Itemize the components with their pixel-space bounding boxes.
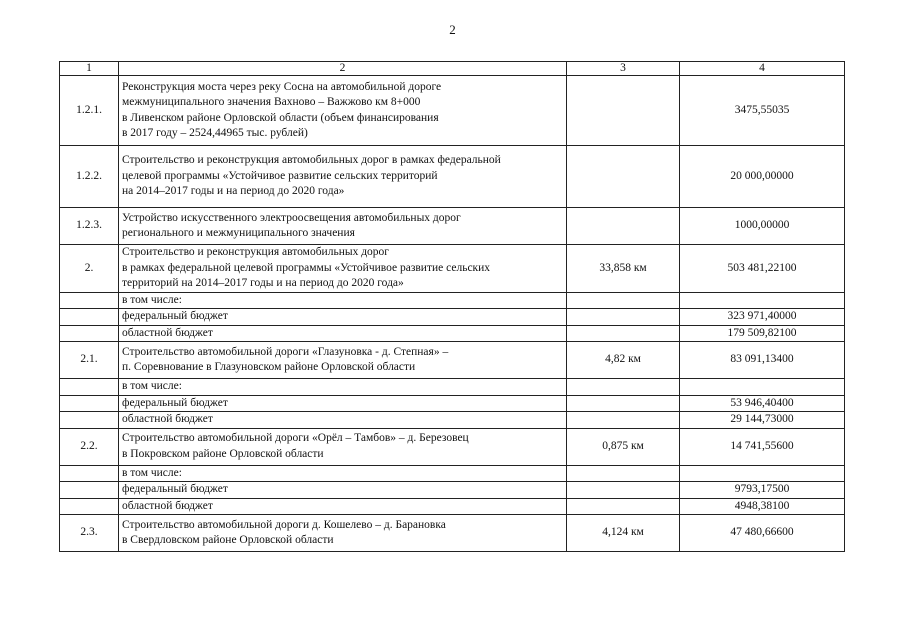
- road-length: [567, 498, 680, 515]
- table-row: [60, 412, 845, 429]
- table-row: [60, 498, 845, 515]
- funding-amount: [680, 379, 845, 396]
- table-row: [60, 325, 845, 342]
- item-number: 2.2.: [60, 428, 119, 465]
- road-length: [567, 208, 680, 245]
- item-description: [119, 379, 567, 396]
- item-description: [119, 515, 567, 552]
- funding-amount: 14 741,55600: [680, 428, 845, 465]
- item-description: [119, 465, 567, 482]
- description-line: в Ливенском районе Орловской области (объем финансирования: [122, 111, 439, 124]
- item-description: [119, 395, 567, 412]
- funding-amount: 3475,55035: [680, 76, 845, 146]
- description-line: федеральный бюджет: [122, 483, 228, 495]
- item-number: [60, 379, 119, 396]
- description-line: Реконструкция моста через реку Сосна на автомобильной дороге: [122, 80, 442, 93]
- description-line: федеральный бюджет: [122, 310, 228, 322]
- funding-amount: [680, 465, 845, 482]
- table-row: [60, 309, 845, 326]
- road-length: 4,82 км: [567, 342, 680, 379]
- description-line: областной бюджет: [122, 499, 213, 512]
- description-line: Строительство и реконструкция автомобильных дорог в рамках федеральной: [122, 154, 501, 167]
- item-description: [119, 245, 567, 293]
- funding-amount: 47 480,66600: [680, 515, 845, 552]
- item-number: 1.2.2.: [60, 146, 119, 208]
- description-line: п. Соревнование в Глазуновском районе Орловской области: [122, 361, 416, 373]
- road-length: [567, 482, 680, 499]
- item-number: [60, 498, 119, 515]
- road-length: [567, 146, 680, 208]
- road-length: [567, 395, 680, 412]
- table-row: [60, 515, 845, 552]
- table-row: [60, 292, 845, 309]
- column-header-4: 4: [680, 62, 845, 76]
- description-line: Устройство искусственного электроосвещения автомобильных дорог: [122, 211, 461, 224]
- description-line: в 2017 году – 2524,44965 тыс. рублей): [122, 127, 308, 139]
- table-row: [60, 465, 845, 482]
- road-length: [567, 76, 680, 146]
- road-length: 33,858 км: [567, 245, 680, 293]
- column-header-1: 1: [60, 62, 119, 76]
- item-number: [60, 395, 119, 412]
- road-length: 0,875 км: [567, 428, 680, 465]
- funding-amount: 503 481,22100: [680, 245, 845, 293]
- table-row: [60, 245, 845, 293]
- item-description: [119, 325, 567, 342]
- description-line: в том числе:: [122, 293, 182, 306]
- road-length: [567, 292, 680, 309]
- item-number: 2.3.: [60, 515, 119, 552]
- item-description: [119, 309, 567, 326]
- road-length: [567, 465, 680, 482]
- road-length: [567, 412, 680, 429]
- table-row: [60, 428, 845, 465]
- description-line: в том числе:: [122, 380, 182, 392]
- description-line: Строительство и реконструкция автомобильных дорог: [122, 246, 390, 258]
- description-line: Строительство автомобильной дороги «Орёл – Тамбов» – д. Березовец: [122, 432, 469, 444]
- description-line: территорий на 2014–2017 годы и на период до 2020 года»: [122, 277, 404, 289]
- description-line: в Покровском районе Орловской области: [122, 447, 324, 460]
- table-row: [60, 208, 845, 245]
- road-length: [567, 379, 680, 396]
- item-number: 1.2.3.: [60, 208, 119, 245]
- item-description: [119, 428, 567, 465]
- funding-amount: 323 971,40000: [680, 309, 845, 326]
- description-line: областной бюджет: [122, 413, 213, 425]
- road-length: 4,124 км: [567, 515, 680, 552]
- item-number: 2.1.: [60, 342, 119, 379]
- funding-amount: 53 946,40400: [680, 395, 845, 412]
- item-number: 2.: [60, 245, 119, 293]
- item-description: [119, 146, 567, 208]
- table-row: [60, 342, 845, 379]
- item-description: [119, 292, 567, 309]
- funding-amount: 4948,38100: [680, 498, 845, 515]
- description-line: целевой программы «Устойчивое развитие сельских территорий: [122, 169, 438, 182]
- program-table: [59, 61, 845, 552]
- funding-amount: 20 000,00000: [680, 146, 845, 208]
- item-number: [60, 309, 119, 326]
- description-line: в Свердловском районе Орловской области: [122, 534, 334, 546]
- description-line: федеральный бюджет: [122, 396, 228, 409]
- description-line: Строительство автомобильной дороги «Глазуновка - д. Степная» –: [122, 345, 449, 358]
- item-number: [60, 412, 119, 429]
- table-row: [60, 146, 845, 208]
- page-number: 2: [449, 22, 456, 37]
- item-description: [119, 342, 567, 379]
- table-row: [60, 76, 845, 146]
- description-line: областной бюджет: [122, 326, 213, 339]
- item-number: [60, 482, 119, 499]
- funding-amount: 179 509,82100: [680, 325, 845, 342]
- column-header-3: 3: [567, 62, 680, 76]
- item-description: [119, 482, 567, 499]
- item-number: [60, 465, 119, 482]
- item-description: [119, 412, 567, 429]
- item-number: [60, 325, 119, 342]
- table-row: [60, 379, 845, 396]
- funding-amount: 1000,00000: [680, 208, 845, 245]
- column-header-2: 2: [119, 62, 567, 76]
- description-line: межмуниципального значения Вахново – Важжово км 8+000: [122, 96, 421, 108]
- item-description: [119, 76, 567, 146]
- description-line: Строительство автомобильной дороги д. Кошелево – д. Барановка: [122, 518, 446, 531]
- funding-amount: [680, 292, 845, 309]
- description-line: в том числе:: [122, 466, 182, 479]
- item-description: [119, 208, 567, 245]
- item-description: [119, 498, 567, 515]
- description-line: на 2014–2017 годы и на период до 2020 года»: [122, 185, 345, 198]
- funding-amount: 83 091,13400: [680, 342, 845, 379]
- item-number: [60, 292, 119, 309]
- road-length: [567, 325, 680, 342]
- funding-amount: 9793,17500: [680, 482, 845, 499]
- item-number: 1.2.1.: [60, 76, 119, 146]
- funding-amount: 29 144,73000: [680, 412, 845, 429]
- description-line: регионального и межмуниципального значения: [122, 227, 355, 239]
- table-row: [60, 482, 845, 499]
- column-number-header-row: [60, 62, 845, 76]
- table-row: [60, 395, 845, 412]
- description-line: в рамках федеральной целевой программы «Устойчивое развитие сельских: [122, 261, 491, 274]
- road-length: [567, 309, 680, 326]
